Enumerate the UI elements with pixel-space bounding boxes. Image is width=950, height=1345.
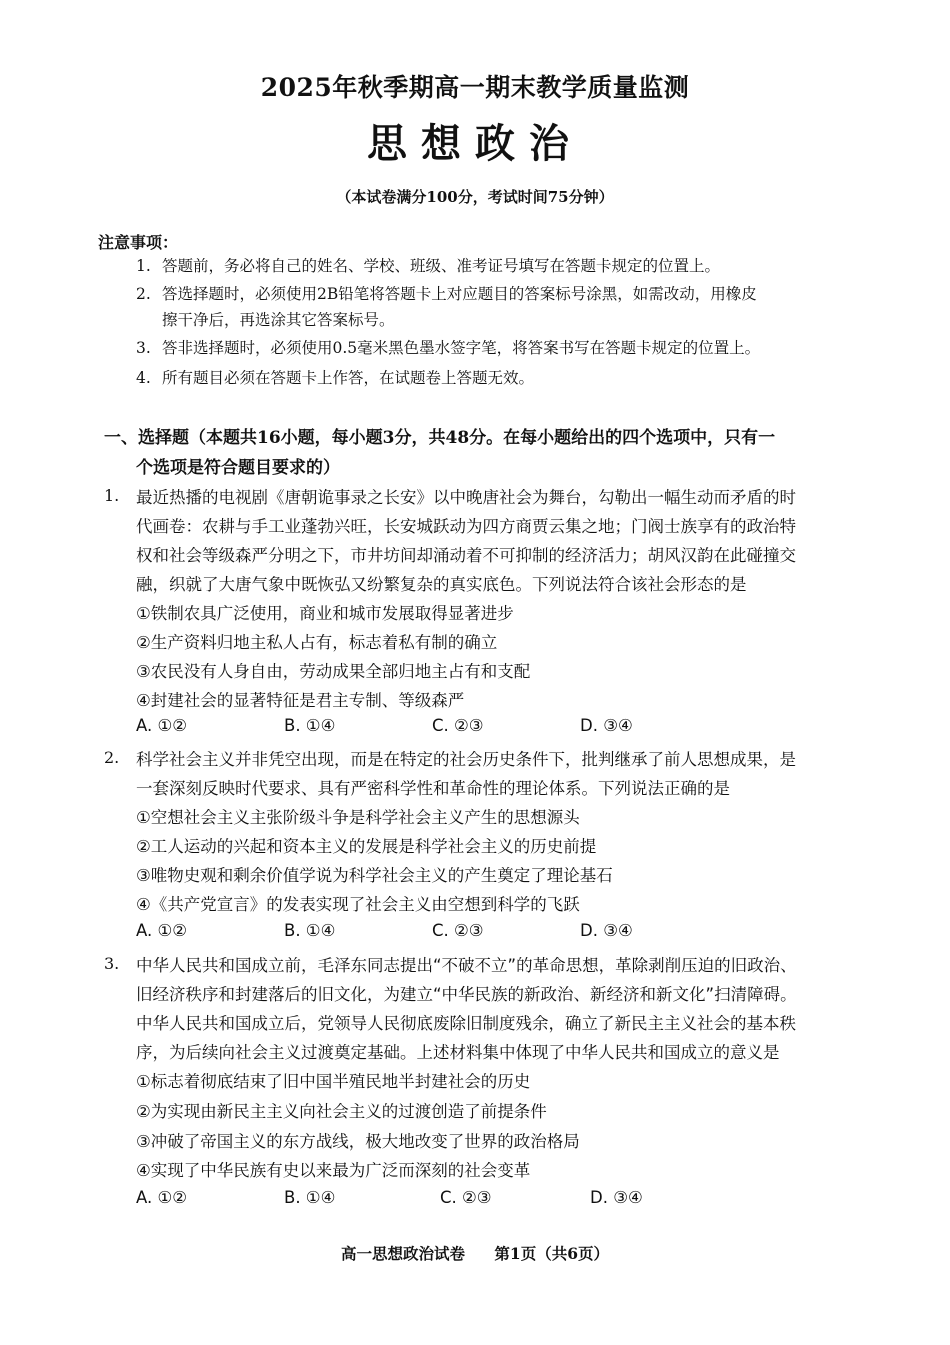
question-stem-line: 一套深刻反映时代要求、具有严密科学性和革命性的理论体系。下列说法正确的是: [136, 779, 730, 798]
question-number: 2.: [104, 748, 120, 767]
question-stem-line: 中华人民共和国成立后，党领导人民彻底废除旧制度残余，确立了新民主主义社会的基本秩: [136, 1014, 796, 1033]
notice-item: [136, 334, 866, 362]
option-d: D. ③④: [580, 921, 633, 940]
notice-num: 1.: [136, 257, 151, 275]
question-stem-line: 权和社会等级森严分明之下，市井坊间却涌动着不可抑制的经济活力；胡风汉韵在此碰撞交: [136, 546, 796, 565]
question-stem-line: 旧经济秩序和封建落后的旧文化，为建立“中华民族的新政治、新经济和新文化”扫清障碍。: [136, 985, 797, 1004]
question-number: 3.: [104, 954, 120, 973]
option-c: C. ②③: [440, 1188, 492, 1207]
question-number: 1.: [104, 486, 120, 505]
option-b: B. ①④: [284, 1188, 336, 1207]
notice-item: [136, 364, 866, 392]
statement: ③唯物史观和剩余价值学说为科学社会主义的产生奠定了理论基石: [136, 866, 613, 885]
notice-text: 所有题目必须在答题卡上作答，在试题卷上答题无效。: [162, 369, 535, 387]
option-d: D. ③④: [580, 716, 633, 735]
statement: ④《共产党宣言》的发表实现了社会主义由空想到科学的飞跃: [136, 895, 580, 914]
footer-paper-name: 高一思想政治试卷: [341, 1244, 466, 1263]
statement: ②工人运动的兴起和资本主义的发展是科学社会主义的历史前提: [136, 837, 597, 856]
option-c: C. ②③: [432, 921, 484, 940]
option-a: A. ①②: [136, 921, 188, 940]
notice-text-cont: 擦干净后，再选涂其它答案标号。: [162, 311, 395, 329]
notice-num: 3.: [136, 339, 151, 357]
section-heading-cont: 个选项是符合题目要求的）: [136, 458, 340, 478]
question-stem-line: 序，为后续向社会主义过渡奠定基础。上述材料集中体现了中华人民共和国成立的意义是: [136, 1043, 780, 1062]
question-stem-line: 中华人民共和国成立前，毛泽东同志提出“不破不立”的革命思想，革除剥削压迫的旧政治、: [136, 956, 797, 975]
statement: ④封建社会的显著特征是君主专制、等级森严: [136, 691, 465, 710]
statement: ④实现了中华民族有史以来最为广泛而深刻的社会变革: [136, 1161, 531, 1180]
statement: ③农民没有人身自由，劳动成果全部归地主占有和支配: [136, 662, 531, 681]
notice-item: [136, 252, 866, 280]
subject-title: 思想政治: [367, 120, 583, 167]
question-stem-line: 融，织就了大唐气象中既恢弘又纷繁复杂的真实底色。下列说法符合该社会形态的是: [136, 575, 747, 594]
option-a: A. ①②: [136, 1188, 188, 1207]
notice-num: 4.: [136, 369, 151, 387]
exam-info: （本试卷满分100分，考试时间75分钟）: [336, 188, 614, 206]
statement: ①标志着彻底结束了旧中国半殖民地半封建社会的历史: [136, 1072, 531, 1091]
notice-num: 2.: [136, 285, 151, 303]
option-c: C. ②③: [432, 716, 484, 735]
notice-label: 注意事项：: [98, 233, 179, 252]
notice-item: [136, 280, 866, 308]
footer-page-number: 第1页（共6页）: [494, 1244, 609, 1263]
statement: ②生产资料归地主私人占有，标志着私有制的确立: [136, 633, 498, 652]
option-b: B. ①④: [284, 921, 336, 940]
option-b: B. ①④: [284, 716, 336, 735]
notice-text: 答非选择题时，必须使用0.5毫米黑色墨水签字笔，将答案书写在答题卡规定的位置上。: [162, 339, 761, 357]
question-stem-line: 代画卷：农耕与手工业蓬勃兴旺，长安城跃动为四方商贾云集之地；门阀士族享有的政治特: [136, 517, 796, 536]
page-footer: [0, 1242, 950, 1264]
exam-title: 2025年秋季期高一期末教学质量监测: [260, 73, 690, 102]
option-d: D. ③④: [590, 1188, 643, 1207]
question-stem-line: 最近热播的电视剧《唐朝诡事录之长安》以中晚唐社会为舞台，勾勒出一幅生动而矛盾的时: [136, 488, 796, 507]
section-heading: 一、选择题（本题共16小题，每小题3分，共48分。在每小题给出的四个选项中，只有一: [104, 428, 776, 448]
statement: ①铁制农具广泛使用，商业和城市发展取得显著进步: [136, 604, 514, 623]
notice-text: 答题前，务必将自己的姓名、学校、班级、准考证号填写在答题卡规定的位置上。: [162, 257, 721, 275]
question-stem-line: 科学社会主义并非凭空出现，而是在特定的社会历史条件下，批判继承了前人思想成果，是: [136, 750, 796, 769]
statement: ①空想社会主义主张阶级斗争是科学社会主义产生的思想源头: [136, 808, 580, 827]
notice-text: 答选择题时，必须使用2B铅笔将答题卡上对应题目的答案标号涂黑，如需改动，用橡皮: [162, 285, 757, 303]
statement: ②为实现由新民主主义向社会主义的过渡创造了前提条件: [136, 1102, 547, 1121]
option-a: A. ①②: [136, 716, 188, 735]
statement: ③冲破了帝国主义的东方战线，极大地改变了世界的政治格局: [136, 1132, 580, 1151]
